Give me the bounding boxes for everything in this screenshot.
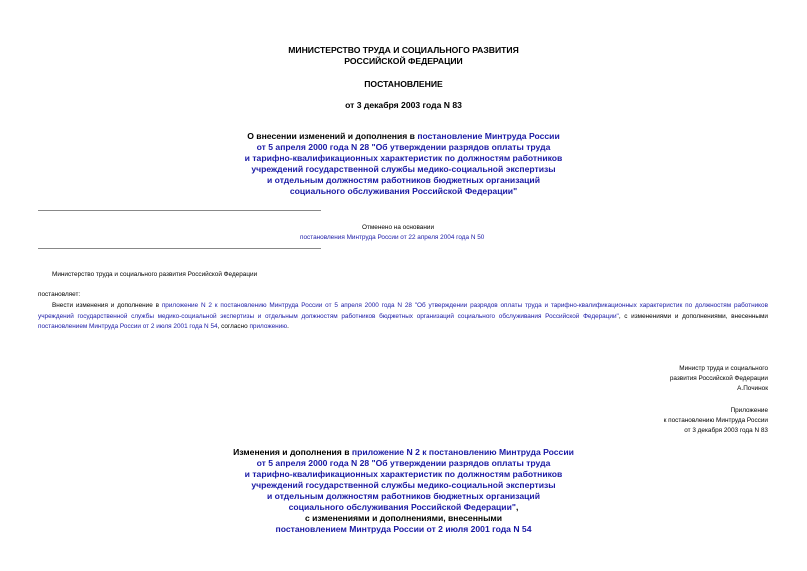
- title-link-line-5[interactable]: и отдельным должностям работников бюджетных организаций: [267, 175, 540, 185]
- doc-type: ПОСТАНОВЛЕНИЕ: [364, 79, 443, 89]
- appendix-title: [200, 447, 607, 535]
- appendix-title-link-4[interactable]: учреждений государственной службы медико-социальной экспертизы: [251, 480, 556, 490]
- para-end: .: [287, 323, 289, 330]
- issuer-text: Министерство труда и социального развития Российской Федерации: [52, 271, 258, 278]
- title-link-line-6[interactable]: социального обслуживания Российской Федерации": [289, 186, 518, 196]
- appendix-title-link-3[interactable]: и тарифно-квалификационных характеристик по должностям работников: [244, 469, 563, 479]
- para-mid-2: , согласно: [217, 323, 250, 330]
- signature-line-3: А.Починок: [737, 385, 768, 392]
- title-prefix: О внесении изменений и дополнения в: [247, 131, 418, 141]
- appendix-line-1: Приложение: [730, 407, 768, 414]
- title-link-line-2[interactable]: от 5 апреля 2000 года N 28 "Об утверждении разрядов оплаты труда: [256, 142, 551, 152]
- appendix-title-link-5[interactable]: и отдельным должностям работников бюджетных организаций: [267, 491, 540, 501]
- signature-block: [670, 364, 768, 394]
- appendix-title-link-6[interactable]: социального обслуживания Российской Федерации": [288, 502, 516, 512]
- divider-bottom: [38, 248, 321, 249]
- signature-line-1: Министр труда и социального: [679, 365, 768, 372]
- appendix-title-line-7: с изменениями и дополнениями, внесенными: [304, 513, 503, 523]
- appendix-title-link-2[interactable]: от 5 апреля 2000 года N 28 "Об утверждении разрядов оплаты труда: [256, 458, 551, 468]
- appendix-reference: [664, 406, 768, 436]
- para-mid: , с изменениями и дополнениями, внесенными: [618, 312, 768, 320]
- divider-top: [38, 210, 321, 211]
- notice-text: Отменено на основании: [362, 224, 435, 231]
- title-link-line-3[interactable]: и тарифно-квалификационных характеристик по должностям работников: [244, 153, 563, 163]
- appendix-title-comma: ,: [515, 502, 519, 512]
- ministry-header: [0, 45, 807, 67]
- title-link-line-1[interactable]: постановление Минтруда России: [417, 131, 560, 141]
- para-link-attachment[interactable]: приложению: [249, 323, 288, 330]
- appendix-title-link-8[interactable]: постановлением Минтруда России от 2 июля 2001 года N 54: [275, 524, 532, 534]
- appendix-line-3: от 3 декабря 2003 года N 83: [684, 427, 768, 434]
- appendix-title-link-1[interactable]: приложение N 2 к постановлению Минтруда России: [351, 447, 574, 457]
- resolves-text: постановляет:: [38, 291, 81, 298]
- para-link-appendix[interactable]: приложение N 2 к постановлению Минтруда России от 5 апреля 2000 года N 28 "Об утверждении разрядов оплаты труда и тарифно-квалификационных характеристик по должностям работников учреждений государственной службы медико-социальной экспертизы и отдельным должностям работников бюджетных организаций социального обслуживания Российской Федерации": [38, 302, 769, 320]
- main-paragraph: [38, 301, 768, 333]
- para-start: Внести изменения и дополнение в: [52, 302, 162, 309]
- appendix-title-prefix: Изменения и дополнения в: [233, 447, 352, 457]
- title-link-line-4[interactable]: учреждений государственной службы медико-социальной экспертизы: [251, 164, 556, 174]
- ministry-line-2: РОССИЙСКОЙ ФЕДЕРАЦИИ: [344, 56, 463, 66]
- para-link-resolution-54[interactable]: постановлением Минтруда России от 2 июля 2001 года N 54: [38, 323, 218, 330]
- doc-date-number: от 3 декабря 2003 года N 83: [345, 100, 462, 110]
- appendix-line-2: к постановлению Минтруда России: [663, 417, 768, 424]
- ministry-line-1: МИНИСТЕРСТВО ТРУДА И СОЦИАЛЬНОГО РАЗВИТИЯ: [288, 45, 519, 55]
- signature-line-2: развития Российской Федерации: [669, 375, 768, 382]
- notice-link[interactable]: постановления Минтруда России от 22 апреля 2004 года N 50: [300, 234, 485, 241]
- document-title: [150, 131, 657, 197]
